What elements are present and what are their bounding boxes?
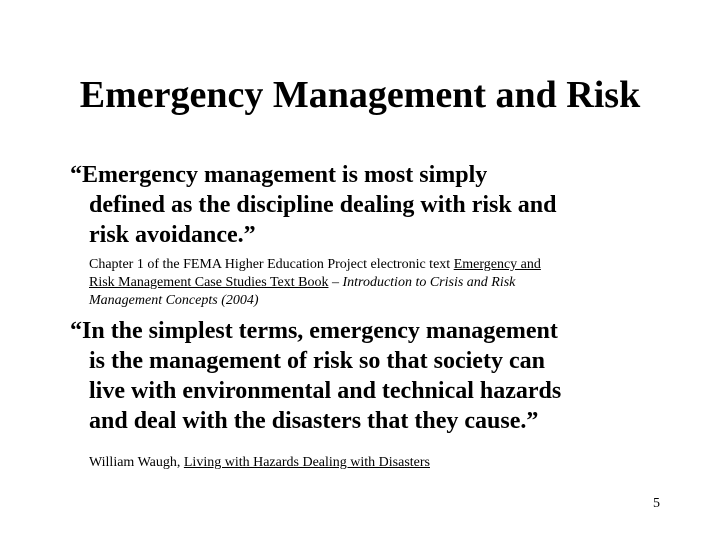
quote-block-1 [70,160,556,250]
quote-2-line-3: live with environmental and technical hazards [89,378,562,404]
citation-2 [89,454,430,472]
citation-1-book-title-part1: Emergency and [453,257,541,272]
quote-block-2 [70,316,561,436]
quote-1-line-2: defined as the discipline dealing with risk and [89,192,557,218]
quote-2-line-2: is the management of risk so that society can [89,348,545,374]
citation-1-book-title-part2: Risk Management Case Studies Text Book [89,275,329,290]
slide-title: Emergency Management and Risk [79,74,641,116]
citation-1-dash: – [328,275,343,290]
citation-1-subtitle-part1: Introduction to Crisis and Risk [342,275,516,290]
citation-1-prefix: Chapter 1 of the FEMA Higher Education Project electronic text [89,257,454,272]
citation-1-subtitle-part2: Management Concepts (2004) [89,293,259,308]
page-number: 5 [653,496,660,511]
citation-2-line-1 [89,454,430,472]
citation-1-line-1 [89,256,541,274]
quote-1-line-1: “Emergency management is most simply [70,162,488,188]
quote-2-line-4: and deal with the disasters that they cause.” [89,408,539,434]
citation-1-line-2 [89,274,541,292]
citation-1 [89,256,541,310]
citation-1-line-3 [89,292,541,310]
citation-2-author: William Waugh, [89,455,184,470]
citation-2-book-title: Living with Hazards Dealing with Disasters [183,455,430,470]
quote-1-line-3: risk avoidance.” [89,222,256,248]
quote-2-line-1: “In the simplest terms, emergency management [70,318,558,344]
